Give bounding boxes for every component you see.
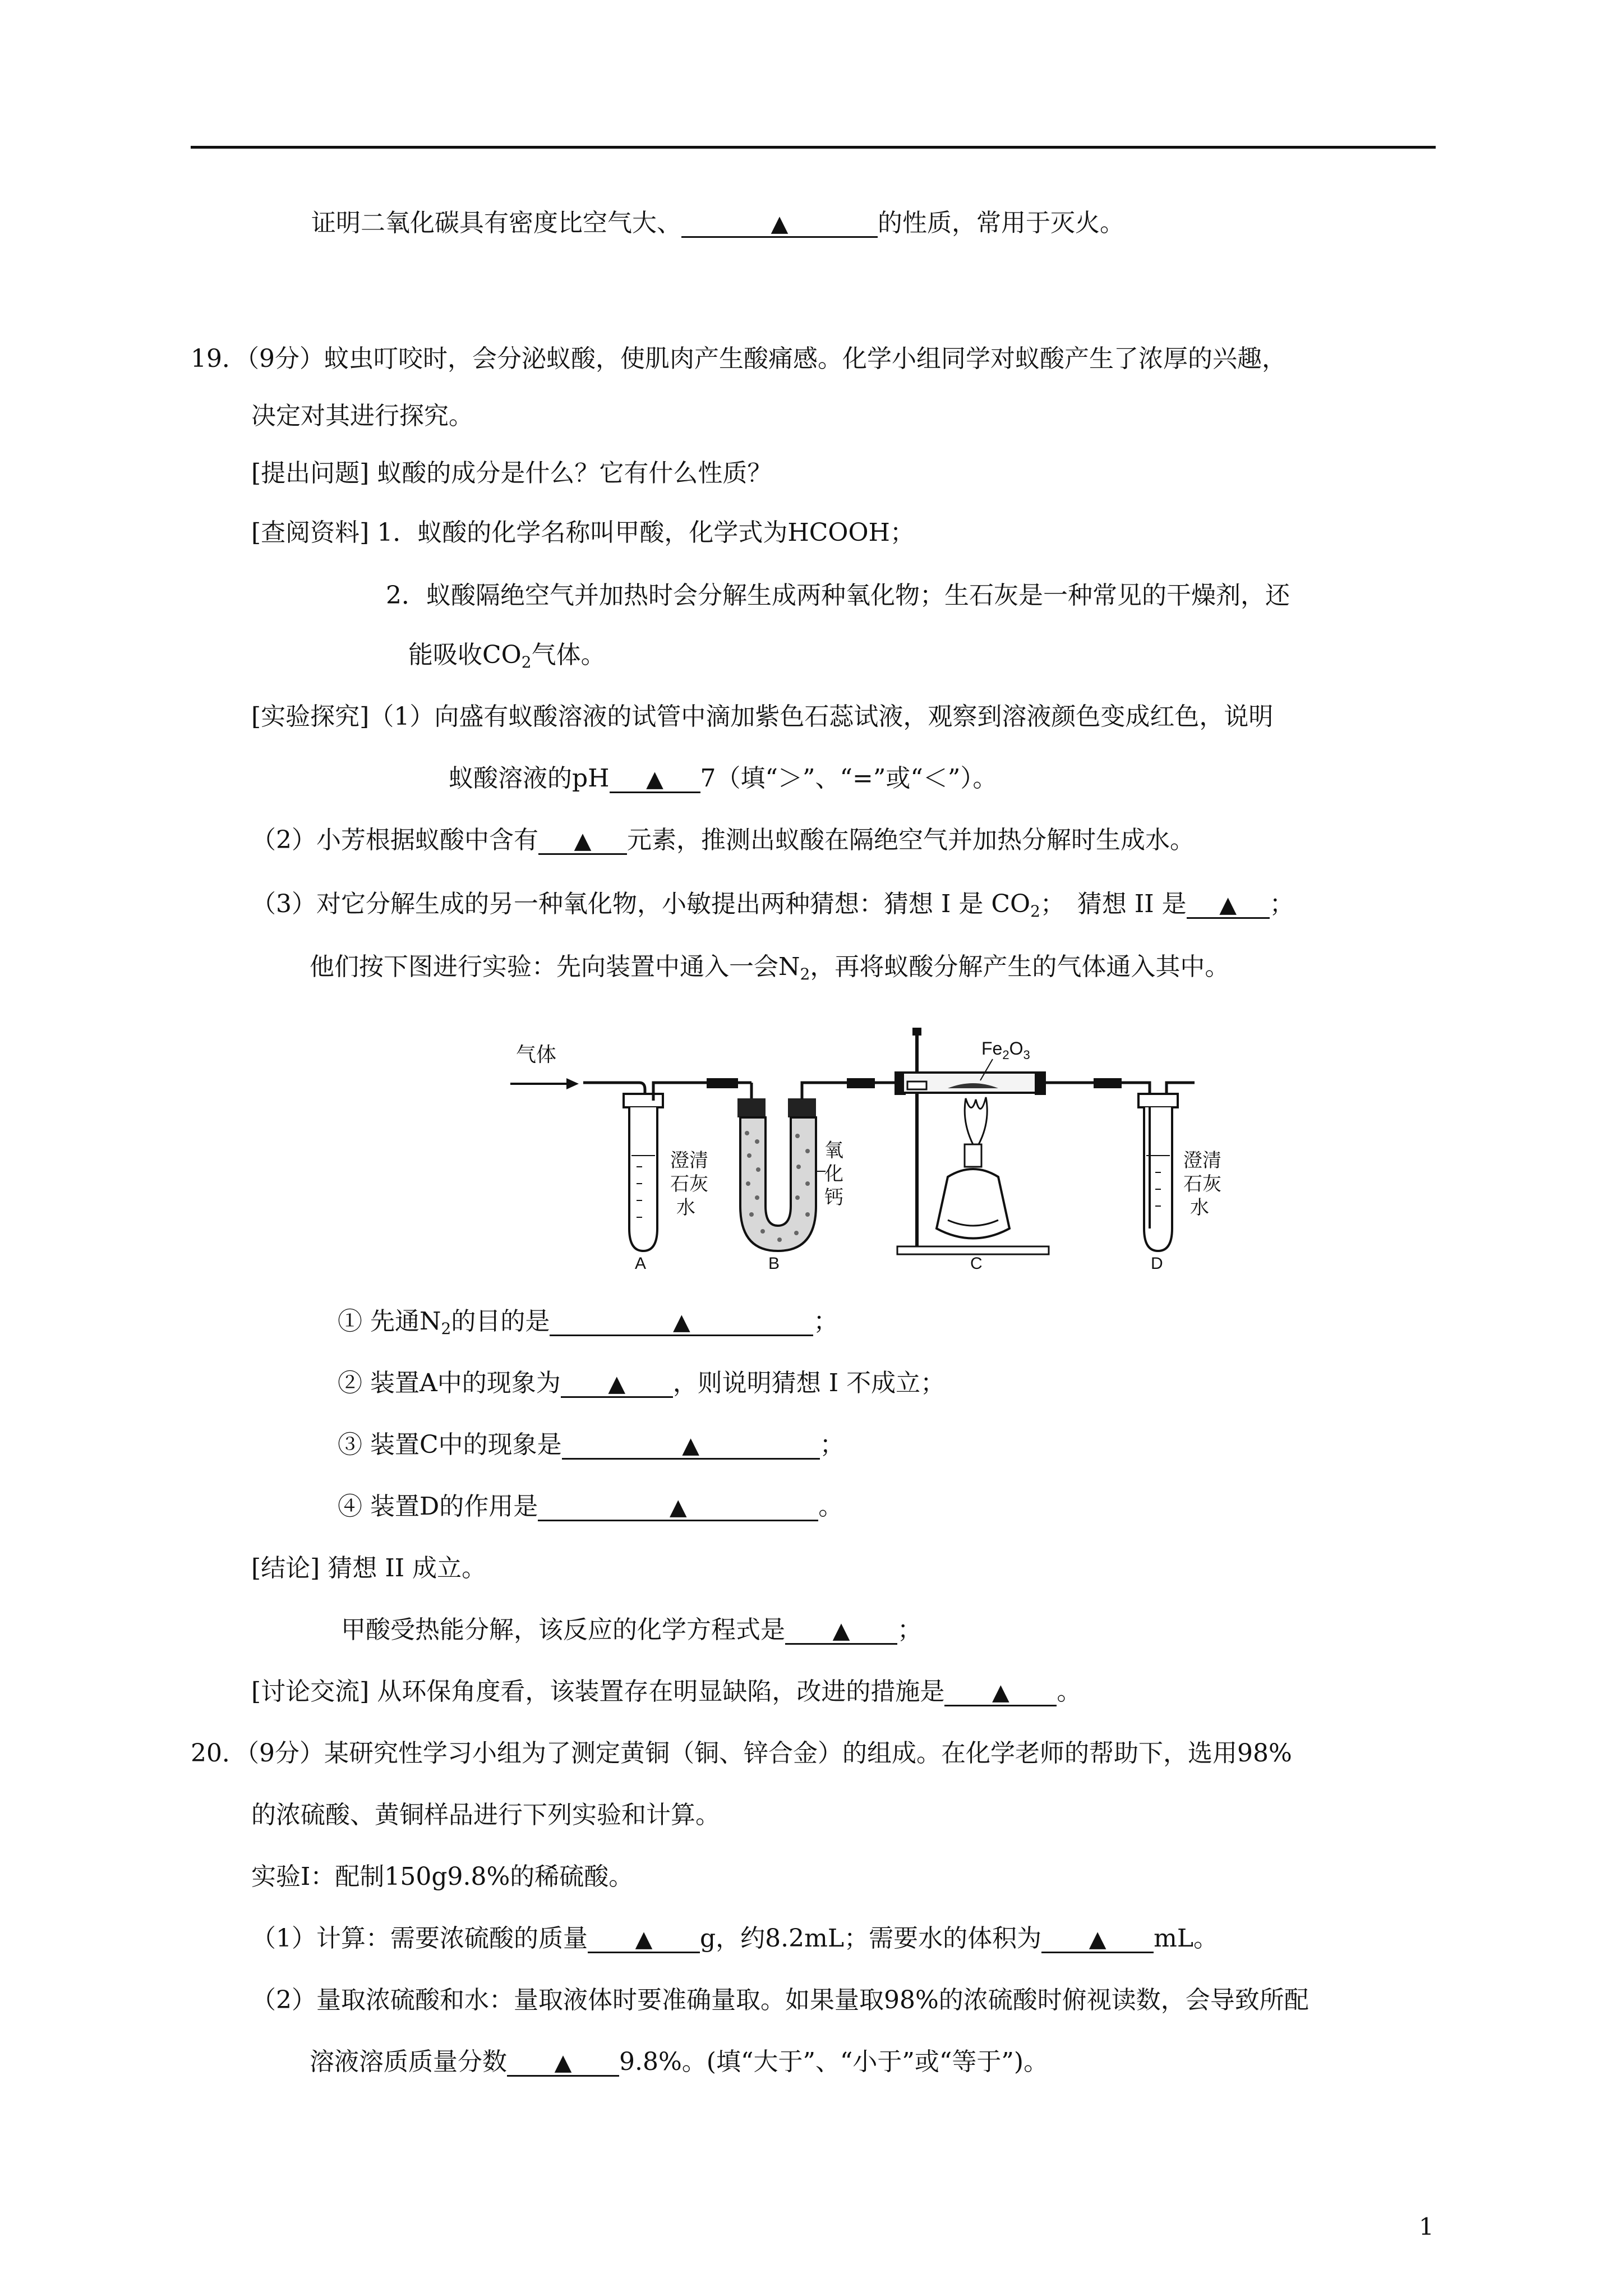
q20-measure-line1: （2）量取浓硫酸和水：量取液体时要准确量取。如果量取98%的浓硫酸时俯视读数，会导致所配 <box>251 1986 1309 2014</box>
q20-exp1-title: 实验Ⅰ：配制150g9.8%的稀硫酸。 <box>251 1862 634 1891</box>
q19-exp1-line2: 蚁酸溶液的pH ▲ 7（填“＞”、“=”或“＜”）。 <box>449 764 998 793</box>
question-score: （9分） <box>247 344 324 373</box>
section-label: [讨论交流] <box>251 1677 370 1706</box>
answer-blank: ▲ <box>785 1617 897 1645</box>
stand-base <box>897 1246 1049 1254</box>
page-number: 1 <box>1419 2213 1434 2240</box>
question-number: 19． <box>191 344 247 373</box>
label-limewater-a-3: 水 <box>676 1197 695 1218</box>
q19-exp1-line1: [实验探究]（1）向盛有蚁酸溶液的试管中滴加紫色石蕊试液，观察到溶液颜色变成红色，说明 <box>251 702 1274 731</box>
answer-blank: ▲ <box>562 1432 820 1460</box>
answer-blank: ▲ <box>1187 891 1270 919</box>
header-rule <box>191 146 1436 149</box>
label-d: D <box>1151 1254 1163 1273</box>
q19-sub2: ② 装置A中的现象为 ▲ ，则说明猜想 I 不成立； <box>338 1369 946 1397</box>
label-cao-2: 化 <box>824 1163 843 1185</box>
q19-sub3: ③ 装置C中的现象是 ▲ ； <box>338 1430 845 1459</box>
question-stem: 某研究性学习小组为了测定黄铜（铜、锌合金）的组成。在化学老师的帮助下，选用98% <box>324 1739 1292 1768</box>
intro-line <box>311 209 1124 238</box>
q20-calc: （1）计算：需要浓硫酸的质量 ▲ g，约8.2mL；需要水的体积为 ▲ mL。 <box>251 1924 1219 1953</box>
alcohol-lamp <box>937 1169 1009 1239</box>
label-a: A <box>635 1254 647 1273</box>
answer-blank: ▲ <box>538 1494 818 1521</box>
question-stem: 蚊虫叮咬时，会分泌蚁酸，使肌肉产生酸痛感。化学小组同学对蚁酸产生了浓厚的兴趣， <box>324 344 1287 373</box>
intro-text-end: 的性质，常用于灭火。 <box>878 209 1124 237</box>
stopper-d <box>1138 1094 1178 1107</box>
q19-info2-line1: 2．蚁酸隔绝空气并加热时会分解生成两种氧化物；生石灰是一种常见的干燥剂，还 <box>386 581 1290 610</box>
section-label: [结论] <box>251 1554 320 1582</box>
apparatus-diagram <box>505 1027 1234 1273</box>
q19-sub4: ④ 装置D的作用是 ▲ 。 <box>338 1492 843 1521</box>
label-limewater-a-2: 石灰 <box>670 1174 708 1195</box>
q19-info2-line2: 能吸收$CO_2$气体。 <box>408 641 606 671</box>
section-label: [查阅资料] <box>251 518 370 547</box>
label-c: C <box>970 1254 983 1273</box>
gas-label: 气体 <box>516 1043 557 1066</box>
section-label: [提出问题] <box>251 459 370 487</box>
q19-conclusion: [结论] 猜想 II 成立。 <box>251 1554 487 1582</box>
label-limewater-d-1: 澄清 <box>1183 1150 1221 1171</box>
question-score: （9分） <box>247 1739 324 1768</box>
answer-blank: ▲ <box>561 1370 673 1398</box>
q19-exp3-line2: 他们按下图进行实验：先向装置中通入一会$N_2$，再将蚁酸分解产生的气体通入其中。 <box>310 953 1230 983</box>
section-label: [实验探究] <box>251 702 370 731</box>
q20-stem-line2: 的浓硫酸、黄铜样品进行下列实验和计算。 <box>251 1801 720 1829</box>
answer-blank: ▲ <box>681 210 878 238</box>
q19-exp2: （2）小芳根据蚁酸中含有 ▲ 元素，推测出蚁酸在隔绝空气并加热分解时生成水。 <box>251 826 1195 854</box>
label-limewater-d-2: 石灰 <box>1183 1174 1221 1195</box>
flame <box>965 1097 987 1144</box>
label-b: B <box>768 1254 780 1273</box>
u-tube-b <box>740 1117 816 1251</box>
label-limewater-d-3: 水 <box>1190 1197 1209 1218</box>
stopper-a <box>624 1094 663 1107</box>
label-fe2o3: $Fe_2O_3$ <box>981 1038 1030 1062</box>
q19-discussion: [讨论交流] 从环保角度看，该装置存在明显缺陷，改进的措施是 ▲ 。 <box>251 1677 1082 1706</box>
q19-equation: 甲酸受热能分解，该反应的化学方程式是 ▲ ； <box>341 1616 922 1644</box>
label-cao-1: 氧 <box>824 1140 843 1161</box>
q19-stem-line1 <box>191 344 1287 374</box>
q19-sub1: ① 先通$N_2$的目的是 ▲ ； <box>338 1307 838 1338</box>
answer-blank: ▲ <box>944 1679 1057 1706</box>
answer-blank: ▲ <box>507 2049 619 2077</box>
answer-blank: ▲ <box>1041 1926 1154 1953</box>
answer-blank: ▲ <box>538 827 627 855</box>
test-tube-d <box>1144 1107 1172 1251</box>
q19-info1: [查阅资料] 1．蚁酸的化学名称叫甲酸，化学式为HCOOH； <box>251 518 915 547</box>
stopper-b-right <box>788 1098 816 1117</box>
label-limewater-a-1: 澄清 <box>670 1150 708 1171</box>
q20-stem-line1 <box>191 1739 1292 1769</box>
intro-text: 证明二氧化碳具有密度比空气大、 <box>311 209 681 237</box>
answer-blank: ▲ <box>588 1926 700 1953</box>
label-cao-3: 钙 <box>824 1187 843 1208</box>
gas-arrow-head <box>566 1078 579 1089</box>
question-number: 20． <box>191 1739 247 1768</box>
answer-blank: ▲ <box>550 1309 813 1336</box>
test-tube-a <box>629 1107 657 1251</box>
stopper-b-left <box>737 1098 766 1117</box>
q19-stem-line2: 决定对其进行探究。 <box>251 402 473 430</box>
answer-blank: ▲ <box>610 766 700 793</box>
q19-exp3-line1: （3）对它分解生成的另一种氧化物，小敏提出两种猜想：猜想 I 是 $CO_2$； 猜想 II 是 ▲ ； <box>251 890 1294 921</box>
q19-question: [提出问题] 蚁酸的成分是什么？它有什么性质？ <box>251 459 772 487</box>
q20-measure-line2: 溶液溶质质量分数 ▲ 9.8%。(填“大于”、“小于”或“等于”)。 <box>310 2047 1049 2076</box>
